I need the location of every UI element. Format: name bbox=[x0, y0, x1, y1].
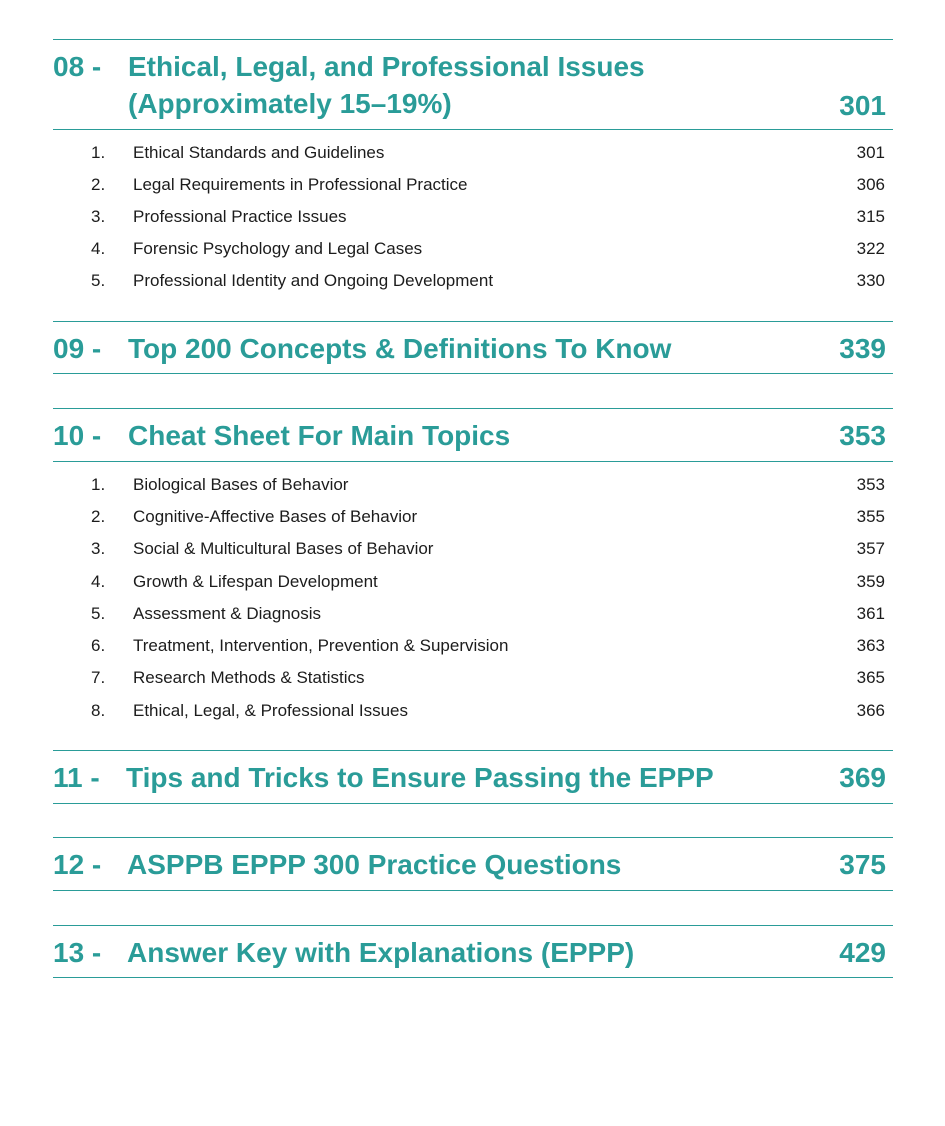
item-number: 3. bbox=[91, 207, 106, 226]
chapter-number: 08 - bbox=[53, 51, 102, 82]
chapter-10-heading[interactable] bbox=[53, 417, 893, 454]
divider bbox=[53, 890, 893, 891]
chapter-page: 429 bbox=[839, 937, 886, 968]
chapter-page: 339 bbox=[839, 333, 886, 364]
item-page: 366 bbox=[856, 701, 885, 720]
toc-item[interactable] bbox=[53, 537, 893, 561]
item-page: 301 bbox=[856, 143, 885, 162]
divider bbox=[53, 750, 893, 751]
chapter-number: 12 - bbox=[53, 849, 102, 880]
chapter-page: 369 bbox=[839, 762, 886, 793]
chapter-number: 13 - bbox=[53, 937, 102, 968]
toc-item[interactable] bbox=[53, 634, 893, 658]
item-page: 365 bbox=[856, 668, 885, 687]
toc-item[interactable] bbox=[53, 237, 893, 261]
item-page: 322 bbox=[856, 239, 885, 258]
toc-item[interactable] bbox=[53, 269, 893, 293]
divider bbox=[53, 461, 893, 462]
divider bbox=[53, 129, 893, 130]
item-title: Professional Practice Issues bbox=[133, 207, 347, 226]
item-number: 5. bbox=[91, 604, 106, 623]
toc-item[interactable] bbox=[53, 570, 893, 594]
toc-item[interactable] bbox=[53, 473, 893, 497]
item-page: 355 bbox=[856, 507, 885, 526]
toc-item[interactable] bbox=[53, 699, 893, 723]
divider bbox=[53, 977, 893, 978]
chapter-title: Top 200 Concepts & Definitions To Know bbox=[128, 333, 672, 364]
chapter-page: 301 bbox=[839, 90, 886, 121]
chapter-12-heading[interactable] bbox=[53, 846, 893, 883]
table-of-contents bbox=[53, 0, 893, 1126]
item-title: Ethical, Legal, & Professional Issues bbox=[133, 701, 408, 720]
item-title: Social & Multicultural Bases of Behavior bbox=[133, 539, 434, 558]
item-title: Treatment, Intervention, Prevention & Supervision bbox=[133, 636, 509, 655]
chapter-title: Cheat Sheet For Main Topics bbox=[128, 420, 511, 451]
item-number: 3. bbox=[91, 539, 106, 558]
toc-item[interactable] bbox=[53, 602, 893, 626]
item-number: 5. bbox=[91, 271, 106, 290]
chapter-13-heading[interactable] bbox=[53, 934, 893, 971]
item-title: Growth & Lifespan Development bbox=[133, 572, 378, 591]
item-page: 315 bbox=[856, 207, 885, 226]
chapter-08-heading[interactable] bbox=[53, 48, 893, 124]
chapter-title-line-1: Ethical, Legal, and Professional Issues bbox=[128, 51, 645, 82]
chapter-title bbox=[128, 48, 808, 122]
chapter-title: Tips and Tricks to Ensure Passing the EPPP bbox=[126, 762, 714, 793]
toc-item[interactable] bbox=[53, 173, 893, 197]
item-page: 330 bbox=[856, 271, 885, 290]
chapter-number: 11 - bbox=[53, 762, 100, 793]
toc-item[interactable] bbox=[53, 141, 893, 165]
item-number: 6. bbox=[91, 636, 106, 655]
item-page: 306 bbox=[856, 175, 885, 194]
item-title: Legal Requirements in Professional Practice bbox=[133, 175, 468, 194]
chapter-09-heading[interactable] bbox=[53, 330, 893, 367]
item-number: 1. bbox=[91, 475, 106, 494]
chapter-page: 375 bbox=[839, 849, 886, 880]
item-page: 359 bbox=[856, 572, 885, 591]
divider bbox=[53, 321, 893, 322]
item-number: 7. bbox=[91, 668, 106, 687]
toc-item[interactable] bbox=[53, 205, 893, 229]
item-number: 4. bbox=[91, 239, 106, 258]
item-number: 2. bbox=[91, 507, 106, 526]
item-number: 2. bbox=[91, 175, 106, 194]
item-number: 4. bbox=[91, 572, 106, 591]
chapter-title-line-2: (Approximately 15–19%) bbox=[128, 88, 452, 119]
item-title: Ethical Standards and Guidelines bbox=[133, 143, 385, 162]
chapter-page: 353 bbox=[839, 420, 886, 451]
chapter-11-heading[interactable] bbox=[53, 759, 893, 796]
item-page: 363 bbox=[856, 636, 885, 655]
toc-item[interactable] bbox=[53, 666, 893, 690]
item-title: Forensic Psychology and Legal Cases bbox=[133, 239, 423, 258]
item-title: Cognitive-Affective Bases of Behavior bbox=[133, 507, 418, 526]
item-number: 1. bbox=[91, 143, 106, 162]
item-page: 357 bbox=[856, 539, 885, 558]
divider bbox=[53, 837, 893, 838]
divider bbox=[53, 39, 893, 40]
divider bbox=[53, 803, 893, 804]
chapter-number: 09 - bbox=[53, 333, 102, 364]
item-page: 353 bbox=[856, 475, 885, 494]
divider bbox=[53, 373, 893, 374]
item-title: Research Methods & Statistics bbox=[133, 668, 365, 687]
item-title: Assessment & Diagnosis bbox=[133, 604, 322, 623]
divider bbox=[53, 925, 893, 926]
toc-item[interactable] bbox=[53, 505, 893, 529]
chapter-title: Answer Key with Explanations (EPPP) bbox=[127, 937, 635, 968]
item-page: 361 bbox=[856, 604, 885, 623]
item-number: 8. bbox=[91, 701, 106, 720]
item-title: Biological Bases of Behavior bbox=[133, 475, 349, 494]
chapter-title: ASPPB EPPP 300 Practice Questions bbox=[127, 849, 622, 880]
divider bbox=[53, 408, 893, 409]
item-title: Professional Identity and Ongoing Development bbox=[133, 271, 494, 290]
chapter-number: 10 - bbox=[53, 420, 102, 451]
